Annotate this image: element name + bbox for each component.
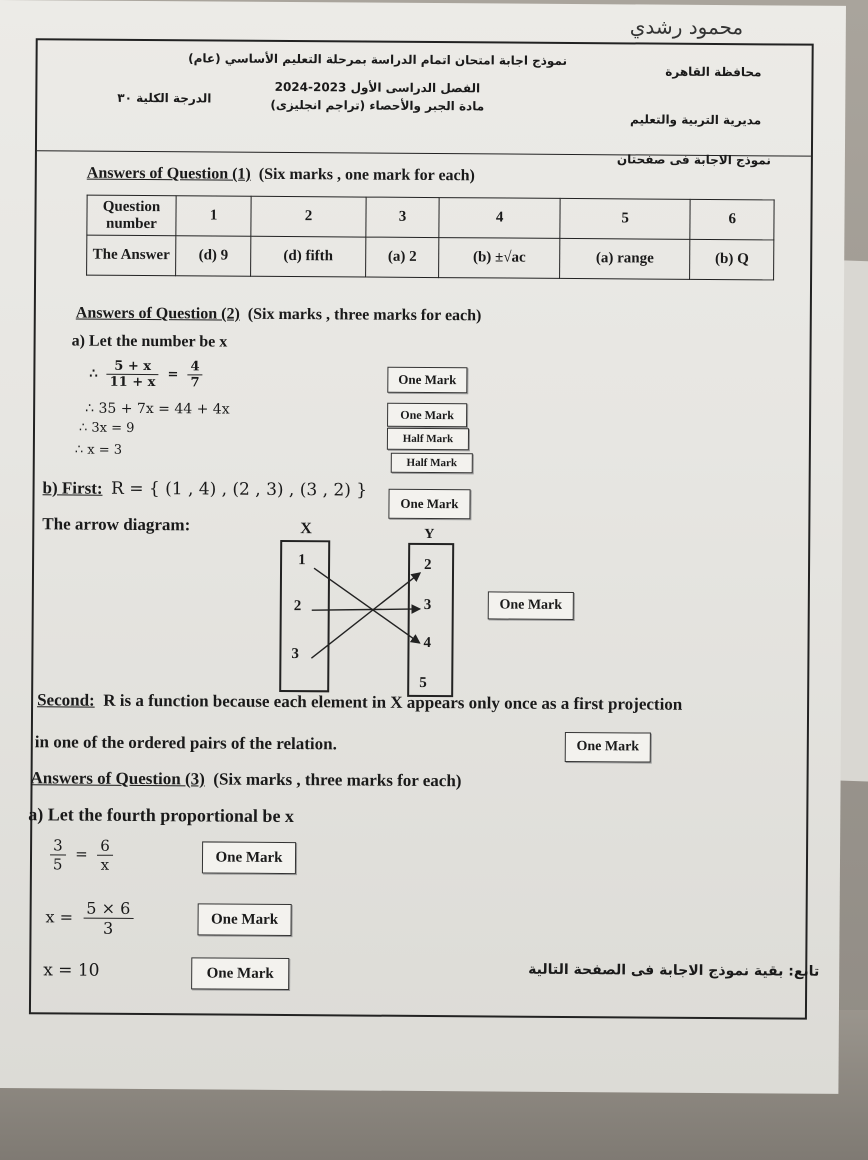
q3a-result: x = 10 (43, 960, 100, 981)
handwritten-note: محمود رشدي (629, 14, 744, 40)
fraction-denominator: 7 (190, 375, 200, 391)
q2b-relation (43, 478, 368, 500)
term: الفصل الدراسى الأول 2023-2024 (274, 79, 481, 96)
set-y-label: Y (424, 526, 435, 543)
q2a-intro: a) Let the number be x (71, 332, 228, 351)
q2-heading (76, 305, 482, 326)
mark-box: One Mark (387, 403, 467, 428)
table-cell: (b) Q (690, 239, 774, 280)
fraction-rhs (187, 359, 202, 390)
set-y-element: 5 (419, 674, 427, 691)
second-label: Second: (37, 690, 95, 710)
set-x-element: 1 (298, 552, 306, 569)
table-cell: 4 (439, 198, 560, 239)
q2a-step: ∴ x = 3 (74, 442, 123, 458)
q3a-proportion (50, 836, 113, 873)
table-cell: (d) fifth (251, 236, 366, 277)
q1-heading-note: (Six marks , one mark for each) (258, 165, 475, 185)
fraction-denominator: 5 (52, 855, 63, 874)
fraction-numerator: 5 × 6 (83, 899, 133, 919)
second-text: R is a function because each element in X appears only once as a first projection (103, 690, 683, 714)
table-cell: 5 (560, 198, 691, 239)
relation-set: R = { (1 , 4) , (2 , 3) , (3 , 2) } (110, 478, 368, 501)
fraction-denominator: 3 (103, 918, 114, 938)
q3-heading-title: Answers of Question (3) (30, 768, 205, 789)
q3a-solve (45, 898, 133, 938)
fraction-lhs (107, 359, 159, 390)
set-x-element: 2 (293, 598, 302, 615)
table-cell: 2 (251, 196, 366, 237)
fraction-solve (83, 899, 133, 938)
q2a-step: ∴ 3x = 9 (78, 420, 135, 436)
mark-box: One Mark (388, 489, 470, 520)
q1-heading (87, 165, 475, 186)
mark-box: One Mark (202, 841, 296, 874)
arrow-3-to-2 (311, 572, 420, 659)
fraction-numerator: 4 (188, 359, 203, 375)
total-mark: الدرجة الكلية ٣٠ (117, 90, 212, 106)
mark-box: One Mark (488, 591, 574, 620)
set-x-label: X (300, 520, 312, 538)
arrow-diagram-label: The arrow diagram: (42, 514, 191, 535)
table-cell: (d) 9 (176, 236, 252, 277)
mark-box: One Mark (565, 732, 651, 763)
row-label-answer: The Answer (87, 235, 176, 276)
q3-heading (30, 768, 461, 791)
q2-heading-title: Answers of Question (2) (75, 304, 240, 323)
mark-box: Half Mark (387, 428, 469, 451)
row-label-question-number: Question number (87, 195, 176, 236)
exam-title: نموذج اجابة امتحان اتمام الدراسة بمرحلة التعليم الأساسي (عام) (188, 51, 568, 68)
table-cell: 6 (690, 199, 774, 240)
table-row (87, 235, 774, 280)
equals-sign: = (70, 845, 93, 864)
set-y-element: 4 (423, 634, 432, 652)
fraction-lhs (50, 836, 66, 873)
second-part-line2: in one of the ordered pairs of the relation. (34, 732, 337, 754)
set-y-element: 2 (424, 556, 432, 574)
x-equals: x = (45, 907, 74, 927)
table-row (87, 195, 774, 240)
table-cell: (b) ±√ac (439, 238, 560, 279)
arrow-1-to-4 (314, 568, 421, 643)
pages-note: نموذج الاجابة فى صفحتان (616, 152, 771, 168)
fraction-numerator: 6 (97, 837, 113, 856)
q2a-step: ∴ 35 + 7x = 44 + 4x (85, 400, 230, 418)
q1-heading-title: Answers of Question (1) (86, 164, 251, 183)
q2-heading-note: (Six marks , three marks for each) (247, 305, 482, 325)
mark-box: One Mark (197, 903, 291, 936)
fraction-numerator: 3 (50, 836, 66, 855)
set-y-element: 3 (423, 596, 432, 614)
q2a-equation (89, 359, 202, 391)
fraction-denominator: x (100, 855, 110, 874)
mark-box: One Mark (387, 367, 467, 394)
q1-answer-table (86, 195, 775, 281)
arrow-2-to-3 (312, 608, 420, 611)
table-cell: (a) range (559, 238, 690, 279)
second-part-line1 (37, 690, 682, 715)
fraction-rhs (97, 837, 113, 874)
equals-sign: = (162, 367, 184, 383)
governorate: محافظة القاهرة (665, 64, 762, 80)
mapping-arrows (273, 542, 434, 693)
directorate: مديرية التربية والتعليم (630, 112, 762, 128)
table-cell: 3 (366, 197, 440, 238)
table-cell: (a) 2 (365, 237, 439, 278)
subject: مادة الجبر والأحصاء (تراجم انجليزى) (270, 97, 485, 114)
mark-box: Half Mark (391, 453, 473, 474)
q2b-label: b) First: (42, 478, 103, 498)
fraction-numerator: 5 + x (107, 359, 159, 375)
mark-box: One Mark (191, 957, 289, 990)
page-frame (28, 38, 820, 1019)
q3-heading-note: (Six marks , three marks for each) (213, 769, 462, 791)
continued-note: تابع: بقية نموذج الاجابة فى الصفحة التالية (528, 961, 820, 980)
q3a-intro: a) Let the fourth proportional be x (28, 804, 295, 827)
fraction-denominator: 11 + x (109, 374, 156, 391)
set-x-element: 3 (291, 646, 299, 663)
table-cell: 1 (176, 196, 252, 237)
therefore-symbol: ∴ (89, 366, 103, 382)
